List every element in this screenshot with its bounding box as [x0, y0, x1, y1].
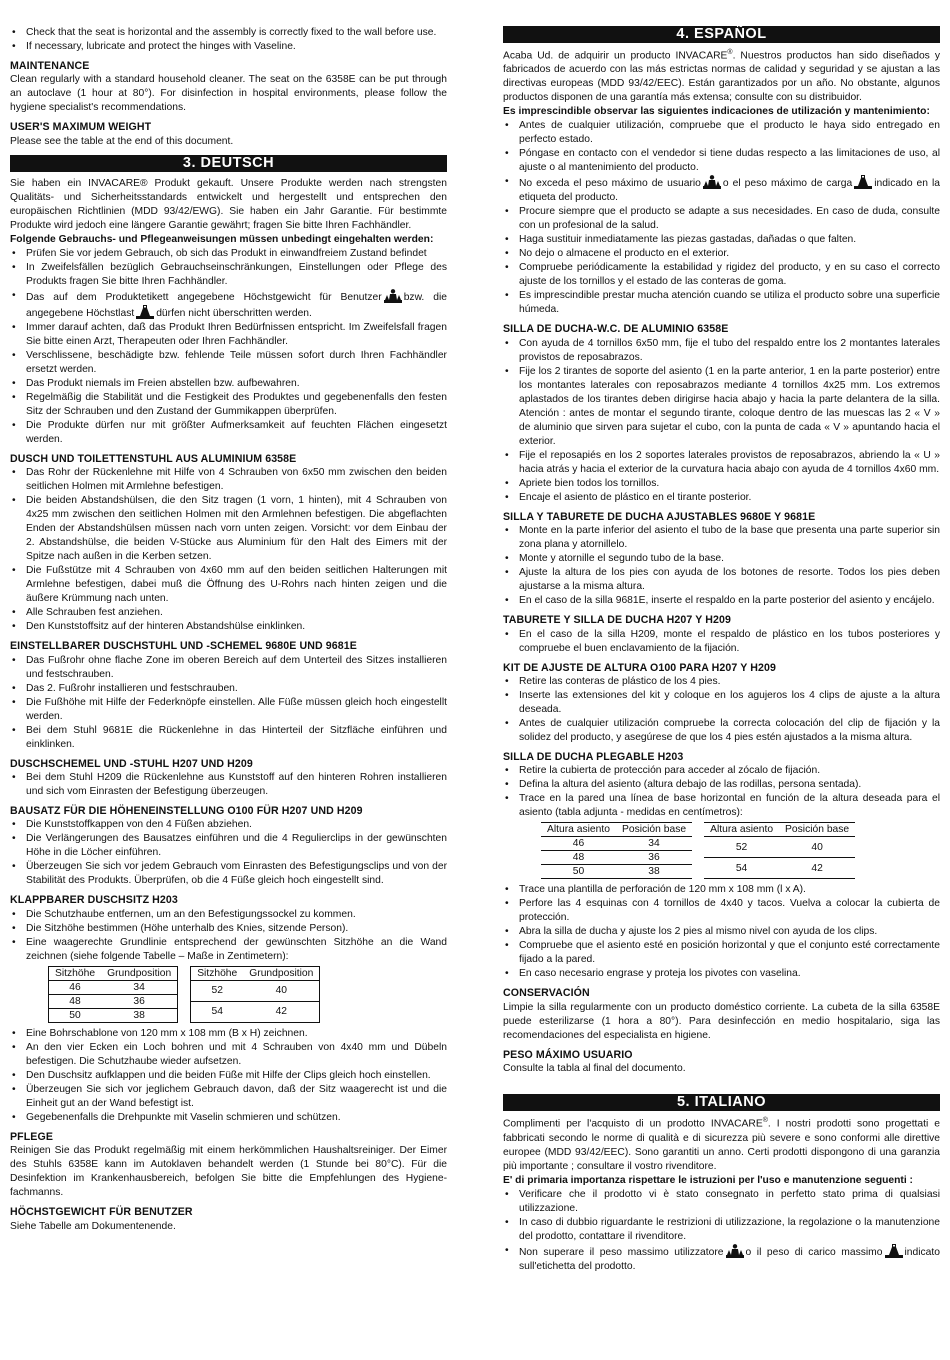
load-weight-icon — [854, 175, 872, 189]
user-weight-icon — [384, 289, 402, 303]
es-s4-heading: KIT DE AJUSTE DE ALTURA O100 PARA H207 Y H209 — [503, 661, 776, 674]
es-intro-a: Acaba Ud. de adquirir un producto INVACARE — [503, 50, 728, 62]
it-bullet-0: • Verificare che il prodotto vi è stato consegnato in perfetto stato prima di qualsiasi utilizzazione. — [503, 1188, 940, 1216]
table-row — [49, 980, 178, 994]
es-weight-text-b: o el peso máximo de carga — [722, 178, 853, 190]
de-s5-heading: KLAPPBARER DUSCHSITZ H203 — [10, 894, 178, 907]
list-item: • Encaje el asiento de plástico en el tirante posterior. — [503, 491, 940, 505]
es-s3-list — [503, 628, 940, 656]
list-item: • Den Kunststoffsitz auf der hinteren Abstandshülse einklinken. — [10, 620, 447, 634]
table-cell: 46 — [69, 981, 81, 993]
es-height-table-b — [704, 822, 855, 879]
table-cell: 52 — [735, 841, 748, 853]
table-cell: 42 — [275, 1006, 288, 1018]
es-intro — [503, 48, 940, 105]
table-cell: 46 — [572, 838, 585, 850]
max-weight-text: Please see the table at the end of this document. — [10, 135, 234, 147]
left-column — [10, 26, 447, 1234]
es-s1-list — [503, 337, 940, 505]
list-item: • Abra la silla de ducha y ajuste los 2 pies al mismo nivel con ayuda de los clips. — [503, 925, 940, 939]
table-cell: 54 — [735, 862, 748, 874]
it-bullet-list — [503, 1188, 940, 1274]
column-header: Posición base — [621, 824, 687, 836]
section-title-espanol: 4. ESPAÑOL — [503, 26, 940, 43]
column-header: Posición base — [785, 824, 850, 836]
de-weight-text-a: Das auf dem Produktetikett angegebene Höchstgewicht für Benutzer — [26, 291, 382, 303]
es-bullet-1: • Póngase en contacto con el vendedor si tiene dudas respecto a las limitaciones de uso, al ajuste o al mantenimiento del producto. — [503, 147, 940, 175]
table-cell: 50 — [69, 1009, 81, 1021]
table-cell: 34 — [648, 838, 660, 850]
de-intro: Sie haben ein INVACARE® Produkt gekauft. Unsere Produkte werden nach strengsten Qualitäts- und Sicherheitsstandards entwickelt und hergestellt und entsprechen den europäischen Richtlinien (MDD 93/42/EWG). Sie haben ein Jahr Garantie. Für bestimmte Produkte wird jedoch eine längere Garantie gewährt; fragen Sie bitte Ihren Fachhändler. — [10, 177, 447, 231]
it-intro-a: Complimenti per l'acquisto di un prodotto INVACARE — [503, 1118, 763, 1130]
de-weight-bullet — [10, 289, 447, 321]
es-intro-sup: ® — [727, 49, 733, 56]
es-bullet-list — [503, 119, 940, 205]
list-item: • Die Produkte dürfen nur mit größter Aufmerksamkeit auf feuchten Flächen eingesetzt werden. — [10, 419, 447, 447]
list-item: • Die Fußstütze mit 4 Schrauben von 4x60 mm auf den beiden seitlichen Halterungen mit Armlehne befestigen, dabei muß die Öffnung des U-Rohrs nach hinten zeigen und die äußere Krümmung nach unten. — [10, 564, 447, 606]
column-header: Altura asiento — [547, 824, 610, 836]
es-s1-heading: SILLA DE DUCHA-W.C. DE ALUMINIO 6358E — [503, 323, 729, 336]
table-row — [191, 980, 320, 1001]
es-s5-list-2 — [503, 883, 940, 981]
table-row — [541, 865, 692, 879]
de-s1-heading: DUSCH UND TOILETTENSTUHL AUS ALUMINIUM 6358E — [10, 452, 297, 465]
es-care-text: Limpie la silla regularmente con un producto doméstico corriente. La cubeta de la silla 6358E puede esterilizarse (1 hora a 80°). Para desinfección en medio hospitalario, siga las recomendaciones del especialista en higiene. — [503, 1001, 940, 1041]
list-item: • Die Schutzhaube entfernen, um an den Befestigungssockel zu kommen. — [10, 908, 447, 922]
es-height-table-a — [541, 822, 692, 879]
it-intro-sup: ® — [762, 1117, 768, 1125]
list-item: • Das Fußrohr ohne flache Zone im oberen Bereich auf dem Unterteil des Sitzes installieren und festschrauben. — [10, 654, 447, 682]
table-row — [541, 851, 692, 865]
table-cell: 36 — [133, 995, 145, 1007]
list-item: • Retire la cubierta de protección para acceder al zócalo de fijación. — [503, 764, 940, 778]
es-weight-text-a: No exceda el peso máximo de usuario — [519, 178, 701, 190]
es-s4-list — [503, 675, 940, 745]
list-item: • An den vier Ecken ein Loch bohren und mit 4 Schrauben von 4x40 mm und Dübeln befestigen. Die Schutzhaube wieder aufsetzen. — [10, 1041, 447, 1069]
de-height-tables — [48, 966, 447, 1023]
table-cell: 40 — [275, 985, 288, 997]
table-row — [704, 837, 855, 858]
de-care-heading: PFLEGE — [10, 1130, 53, 1143]
list-item: • En el caso de la silla H209, monte el respaldo de plástico en los tubos posteriores y compruebe el buen enclavamiento de la fijación. — [503, 628, 940, 656]
de-s1-list — [10, 466, 447, 634]
list-item: • Eine Bohrschablone von 120 mm x 108 mm (B x H) zeichnen. — [10, 1027, 447, 1041]
list-item: • If necessary, lubricate and protect the hinges with Vaseline. — [10, 40, 447, 54]
table-header-row — [541, 823, 692, 837]
list-item: • Antes de cualquier utilización compruebe la correcta colocación del clip de fijación y la solidez del producto, y asegúrese de que los 4 pies estén ajustados a la misma altura. — [503, 717, 940, 745]
table-cell: 38 — [133, 1009, 145, 1021]
column-header: Sitzhöhe — [55, 967, 96, 979]
maintenance-text: Clean regularly with a standard household cleaner. The seat on the 6358E can be put through an autoclave (1 hour at 80°). For disinfection in hospital environments, please follow the hygiene specialist's recommendations. — [10, 74, 447, 114]
list-item: • Gegebenenfalls die Drehpunkte mit Vaselin schmieren und schützen. — [10, 1111, 447, 1125]
de-height-table-b — [190, 966, 320, 1023]
list-item: • Die Verlängerungen des Bausatzes einführen und die 4 Regulierclips in der gewünschten Höhe in die Löcher einführen. — [10, 832, 447, 860]
section-title-italiano: 5. ITALIANO — [503, 1094, 940, 1111]
it-weight-text-a: Non superare il peso massimo utilizzatore — [519, 1246, 724, 1258]
list-item: • Compruebe periódicamente la estabilidad y rigidez del producto, y en su caso el correcto ajuste de los tornillos y el estado de las conteras de goma. — [503, 261, 940, 289]
list-item: • Apriete bien todos los tornillos. — [503, 477, 940, 491]
intro-bullet-list — [10, 26, 447, 54]
es-bullet-list-2 — [503, 205, 940, 317]
de-bullet-list — [10, 247, 447, 321]
es-weight-bullet — [503, 175, 940, 205]
de-s2-heading: EINSTELLBARER DUSCHSTUHL UND -SCHEMEL 9680E UND 9681E — [10, 640, 357, 653]
table-cell: 52 — [211, 985, 223, 997]
list-item: • No dejo o almacene el producto en el exterior. — [503, 247, 940, 261]
de-must-follow: Folgende Gebrauchs- und Pflegeanweisungen müssen unbedingt eingehalten werden: — [10, 233, 434, 245]
es-weight-heading: PESO MÁXIMO USUARIO — [503, 1048, 633, 1061]
table-row — [49, 994, 178, 1008]
list-item: • En el caso de la silla 9681E, inserte el respaldo en la parte posterior del asiento y encájelo. — [503, 594, 940, 608]
list-item: • Es imprescindible prestar mucha atención cuando se utiliza el producto sobre una superficie húmeda. — [503, 289, 940, 317]
right-column — [503, 26, 940, 1274]
list-item: • Monte y atornille el segundo tubo de la base. — [503, 552, 940, 566]
column-header: Grundposition — [249, 967, 314, 979]
es-height-tables — [541, 822, 940, 879]
de-s3-list — [10, 771, 447, 799]
de-weight-text-b: bzw. die angegebene Höchstlast — [26, 291, 447, 319]
list-item: • Procure siempre que el producto se adapte a sus necesidades. En caso de duda, consulte con un profesional de la salud. — [503, 205, 940, 233]
table-cell: 54 — [211, 1006, 223, 1018]
list-item: • Überzeugen Sie sich vor jedem Gebrauch vom Einrasten des Befestigungsclips und von der Stabilität des Produkts. Überprüfen, ob die 4 Füße gleich hoch eingestellt sind. — [10, 860, 447, 888]
list-item: • Defina la altura del asiento (altura debajo de las rodillas, persona sentada). — [503, 778, 940, 792]
list-item: • Verschlissene, beschädigte bzw. fehlende Teile müssen sofort durch Ihren Fachhändler ersetzt werden. — [10, 349, 447, 377]
list-item: • Con ayuda de 4 tornillos 6x50 mm, fije el tubo del respaldo entre los 2 montantes laterales provistos de reposabrazos. — [503, 337, 940, 365]
user-weight-icon — [703, 175, 721, 189]
table-cell: 48 — [69, 995, 81, 1007]
es-s5-list — [503, 764, 940, 820]
list-item: • Das Rohr der Rückenlehne mit Hilfe von 4 Schrauben von 6x50 mm zwischen den beiden seitlichen Holmen mit Armlehne befestigen. — [10, 466, 447, 494]
list-item: • Den Duschsitz aufklappen und die beiden Füße mit Hilfe der Clips gleich hoch einstellen. — [10, 1069, 447, 1083]
list-item: • Bei dem Stuhl H209 die Rückenlehne aus Kunststoff auf den hinteren Rohren installieren und sich vom Einrasten der Befestigung überzeugen. — [10, 771, 447, 799]
de-weight-text: Siehe Tabelle am Dokumentenende. — [10, 1220, 176, 1232]
de-s2-list — [10, 654, 447, 752]
de-s5-list — [10, 908, 447, 964]
it-intro-b: . I nostri prodotti sono progettati e fabbricati secondo le norme di qualità e di sicurezza più severe e sono conformi alle direttive europee (MDD 93/42/EEC). Sono garantiti un anno. Certi prodotti dispongono di una garanzia più importante ; consultare il vostro rivenditore. — [503, 1118, 940, 1172]
section-title-deutsch: 3. DEUTSCH — [10, 155, 447, 172]
list-item: • Bei dem Stuhl 9681E die Rückenlehne in das Hinterteil der Sitzfläche einführen und einklinken. — [10, 724, 447, 752]
de-bullet-0: • Prüfen Sie vor jedem Gebrauch, ob sich das Produkt in einwandfreiem Zustand befindet — [10, 247, 447, 261]
es-care-heading: CONSERVACIÓN — [503, 987, 590, 1000]
es-intro-b: . Nuestros productos han sido diseñados y fabricados de acuerdo con las más estrictas normas de calidad y seguridad y se ajustan a las directivas europeas (MDD 93/42/EEC). Están garantizados por un año. No obstante, algunos productos disponen de una garantía más extensa; consulte con su distribuidor. — [503, 50, 940, 104]
table-row — [541, 837, 692, 851]
load-weight-icon — [885, 1244, 903, 1258]
table-cell: 50 — [572, 866, 585, 878]
it-bullet-1: • In caso di dubbio riguardante le restrizioni di utilizzazione, la regolazione o la manutenzione del prodotto, contattare il rivenditore. — [503, 1216, 940, 1244]
it-intro — [503, 1116, 940, 1173]
list-item: • Die Fußhöhe mit Hilfe der Federknöpfe einstellen. Alle Füße müssen gleich hoch eingestellt werden. — [10, 696, 447, 724]
list-item: • Die Kunststoffkappen von den 4 Füßen abziehen. — [10, 818, 447, 832]
list-item: • Haga sustituir inmediatamente las piezas gastadas, dañadas o que falten. — [503, 233, 940, 247]
de-weight-text-c: dürfen nicht überschritten werden. — [156, 307, 312, 319]
table-header-row — [191, 966, 320, 980]
de-weight-heading: HÖCHSTGEWICHT FÜR BENUTZER — [10, 1206, 193, 1219]
table-row — [191, 1001, 320, 1022]
list-item: • Monte en la parte inferior del asiento el tubo de la base que presenta una parte superior sin zona plana y atornillelo. — [503, 524, 940, 552]
list-item: • Perfore las 4 esquinas con 4 tornillos de 4x40 y tacos. Vuelva a colocar la cubierta de protección. — [503, 897, 940, 925]
load-weight-icon — [136, 305, 154, 319]
es-bullet-0: • Antes de cualquier utilización, compruebe que el producto le haya sido entregado en perfecto estado. — [503, 119, 940, 147]
it-weight-bullet — [503, 1244, 940, 1274]
list-item: • Fije los 2 tirantes de soporte del asiento (1 en la parte anterior, 1 en la parte posterior) entre los montantes laterales con reposabrazos mediante 4 tornillos 4x25 mm. Los extremos aplastados de los tirantes deben dirigirse hacia abajo y hacia la parte delantera de la silla. Atención : antes de montar el segundo tirante, coloque dentro de las muescas las 2 « V » de aluminio que sirven para sujetar el cubo, con la punta de cada « V » apuntando hacia el exterior. — [503, 365, 940, 449]
list-item: • Trace una plantilla de perforación de 120 mm x 108 mm (l x A). — [503, 883, 940, 897]
de-s4-heading: BAUSATZ FÜR DIE HÖHENEINSTELLUNG O100 FÜR H207 UND H209 — [10, 805, 363, 818]
list-item: • Regelmäßig die Stabilität und die Festigkeit des Produktes und gegebenenfalls den festen Sitz der Schrauben und den Zustand der Gummikappen überprüfen. — [10, 391, 447, 419]
it-must-follow: E' di primaria importanza rispettare le istruzioni per l'uso e manutenzione seguenti : — [503, 1174, 913, 1186]
table-cell: 40 — [811, 841, 823, 853]
list-item: • Alle Schrauben fest anziehen. — [10, 606, 447, 620]
column-header: Altura asiento — [710, 824, 774, 836]
de-bullet-1: • In Zweifelsfällen bezüglich Gebrauchseinschränkungen, Einstellungen oder Pflege des Produkts fragen Sie bitte Ihren Fachhändler. — [10, 261, 447, 289]
de-bullet-list-2 — [10, 321, 447, 447]
column-header: Grundposition — [107, 967, 172, 979]
de-height-table-a — [48, 966, 178, 1023]
max-weight-heading: USER'S MAXIMUM WEIGHT — [10, 121, 152, 134]
de-care-text: Reinigen Sie das Produkt regelmäßig mit einem herkömmlichen Haushaltsreiniger. Der Eimer des Stuhls 6358E kann im Autoklaven behandelt werden (1 Stunde bei 80°C). Für die Desinfektion im Krankenhausbereich, befolgen Sie bitte die Empfehlungen des Hygiene-fachmanns. — [10, 1145, 447, 1199]
list-item: • Trace en la pared una línea de base horizontal en función de la altura deseada para el asiento (tabla adjunta - medidas en centímetros): — [503, 792, 940, 820]
list-item: • Überzeugen Sie sich vor jeglichem Gebrauch davon, daß der Sitz waagerecht ist und die Einheit gut an der Wand befestigt ist. — [10, 1083, 447, 1111]
es-s2-heading: SILLA Y TABURETE DE DUCHA AJUSTABLES 9680E Y 9681E — [503, 510, 816, 523]
list-item: • Ajuste la altura de los pies con ayuda de los botones de resorte. Todos los pies deben ajustarse a la misma altura. — [503, 566, 940, 594]
table-header-row — [704, 823, 855, 837]
list-item: • Die Sitzhöhe bestimmen (Höhe unterhalb des Knies, sitzende Person). — [10, 922, 447, 936]
it-weight-text-c: indicato sull'etichetta del prodotto. — [519, 1246, 940, 1272]
list-item: • Eine waagerechte Grundlinie entsprechend der gewünschten Sitzhöhe an die Wand zeichnen (siehe folgende Tabelle – Maße in Zentimetern): — [10, 936, 447, 964]
es-weight-text-c: indicado en la etiqueta del producto. — [519, 178, 940, 204]
list-item: • En caso necesario engrase y proteja los pivotes con vaselina. — [503, 967, 940, 981]
table-cell: 38 — [648, 866, 660, 878]
es-s5-heading: SILLA DE DUCHA PLEGABLE H203 — [503, 751, 684, 764]
list-item: • Das 2. Fußrohr installieren und festschrauben. — [10, 682, 447, 696]
es-must-follow: Es imprescindible observar las siguientes indicaciones de utilización y mantenimiento: — [503, 106, 930, 118]
table-cell: 42 — [811, 862, 823, 874]
list-item: • Inserte las extensiones del kit y coloque en los agujeros los 4 clips de ajuste a la altura deseada. — [503, 689, 940, 717]
es-s2-list — [503, 524, 940, 608]
table-header-row — [49, 966, 178, 980]
list-item: • Fije el reposapiés en los 2 soportes laterales provistos de reposabrazos, abriendo la « U » hacia atrás y hacia el exterior de la curvatura hacia abajo con ayuda de 4 tornillos 4x60 mm. — [503, 449, 940, 477]
list-item: • Das Produkt niemals im Freien abstellen bzw. aufbewahren. — [10, 377, 447, 391]
table-cell: 36 — [648, 852, 660, 864]
maintenance-heading: MAINTENANCE — [10, 60, 90, 72]
es-weight-text: Consulte la tabla al final del documento. — [503, 1063, 686, 1075]
de-s3-heading: DUSCHSCHEMEL UND -STUHL H207 UND H209 — [10, 757, 253, 770]
de-s4-list — [10, 818, 447, 888]
table-row — [704, 858, 855, 879]
list-item: • Retire las conteras de plástico de los 4 pies. — [503, 675, 940, 689]
column-header: Sitzhöhe — [197, 967, 238, 979]
table-cell: 34 — [133, 981, 145, 993]
list-item: • Compruebe que el asiento esté en posición horizontal y que el conjunto esté correctamente fijado a la pared. — [503, 939, 940, 967]
user-weight-icon — [726, 1244, 744, 1258]
de-s5-list-2 — [10, 1027, 447, 1125]
list-item: • Die beiden Abstandshülsen, die den Sitz tragen (1 vorn, 1 hinten), mit 4 Schrauben von 4x25 mm zwischen den seitlichen Holmen mit den Armlehnen befestigen. Die abgeflachten Enden der Abstandshülsen müssen nach vorn unten zeigen. Vorsicht: vor dem Einbau der 2. Abstandshülse, die beiden V-Stücke aus Aluminium für den Halt des Eimers mit der Spitze nach außen in die Kerben setzen. — [10, 494, 447, 564]
es-s3-heading: TABURETE Y SILLA DE DUCHA H207 Y H209 — [503, 614, 731, 627]
list-item: • Check that the seat is horizontal and the assembly is correctly fixed to the wall before use. — [10, 26, 447, 40]
table-cell: 48 — [572, 852, 585, 864]
table-row — [49, 1008, 178, 1022]
list-item: • Immer darauf achten, daß das Produkt Ihren Bedürfnissen entspricht. Im Zweifelsfall fragen Sie bitte einen Arzt, Therapeuten oder Ihren Fachhändler. — [10, 321, 447, 349]
it-weight-text-b: o il peso di carico massimo — [745, 1246, 883, 1258]
